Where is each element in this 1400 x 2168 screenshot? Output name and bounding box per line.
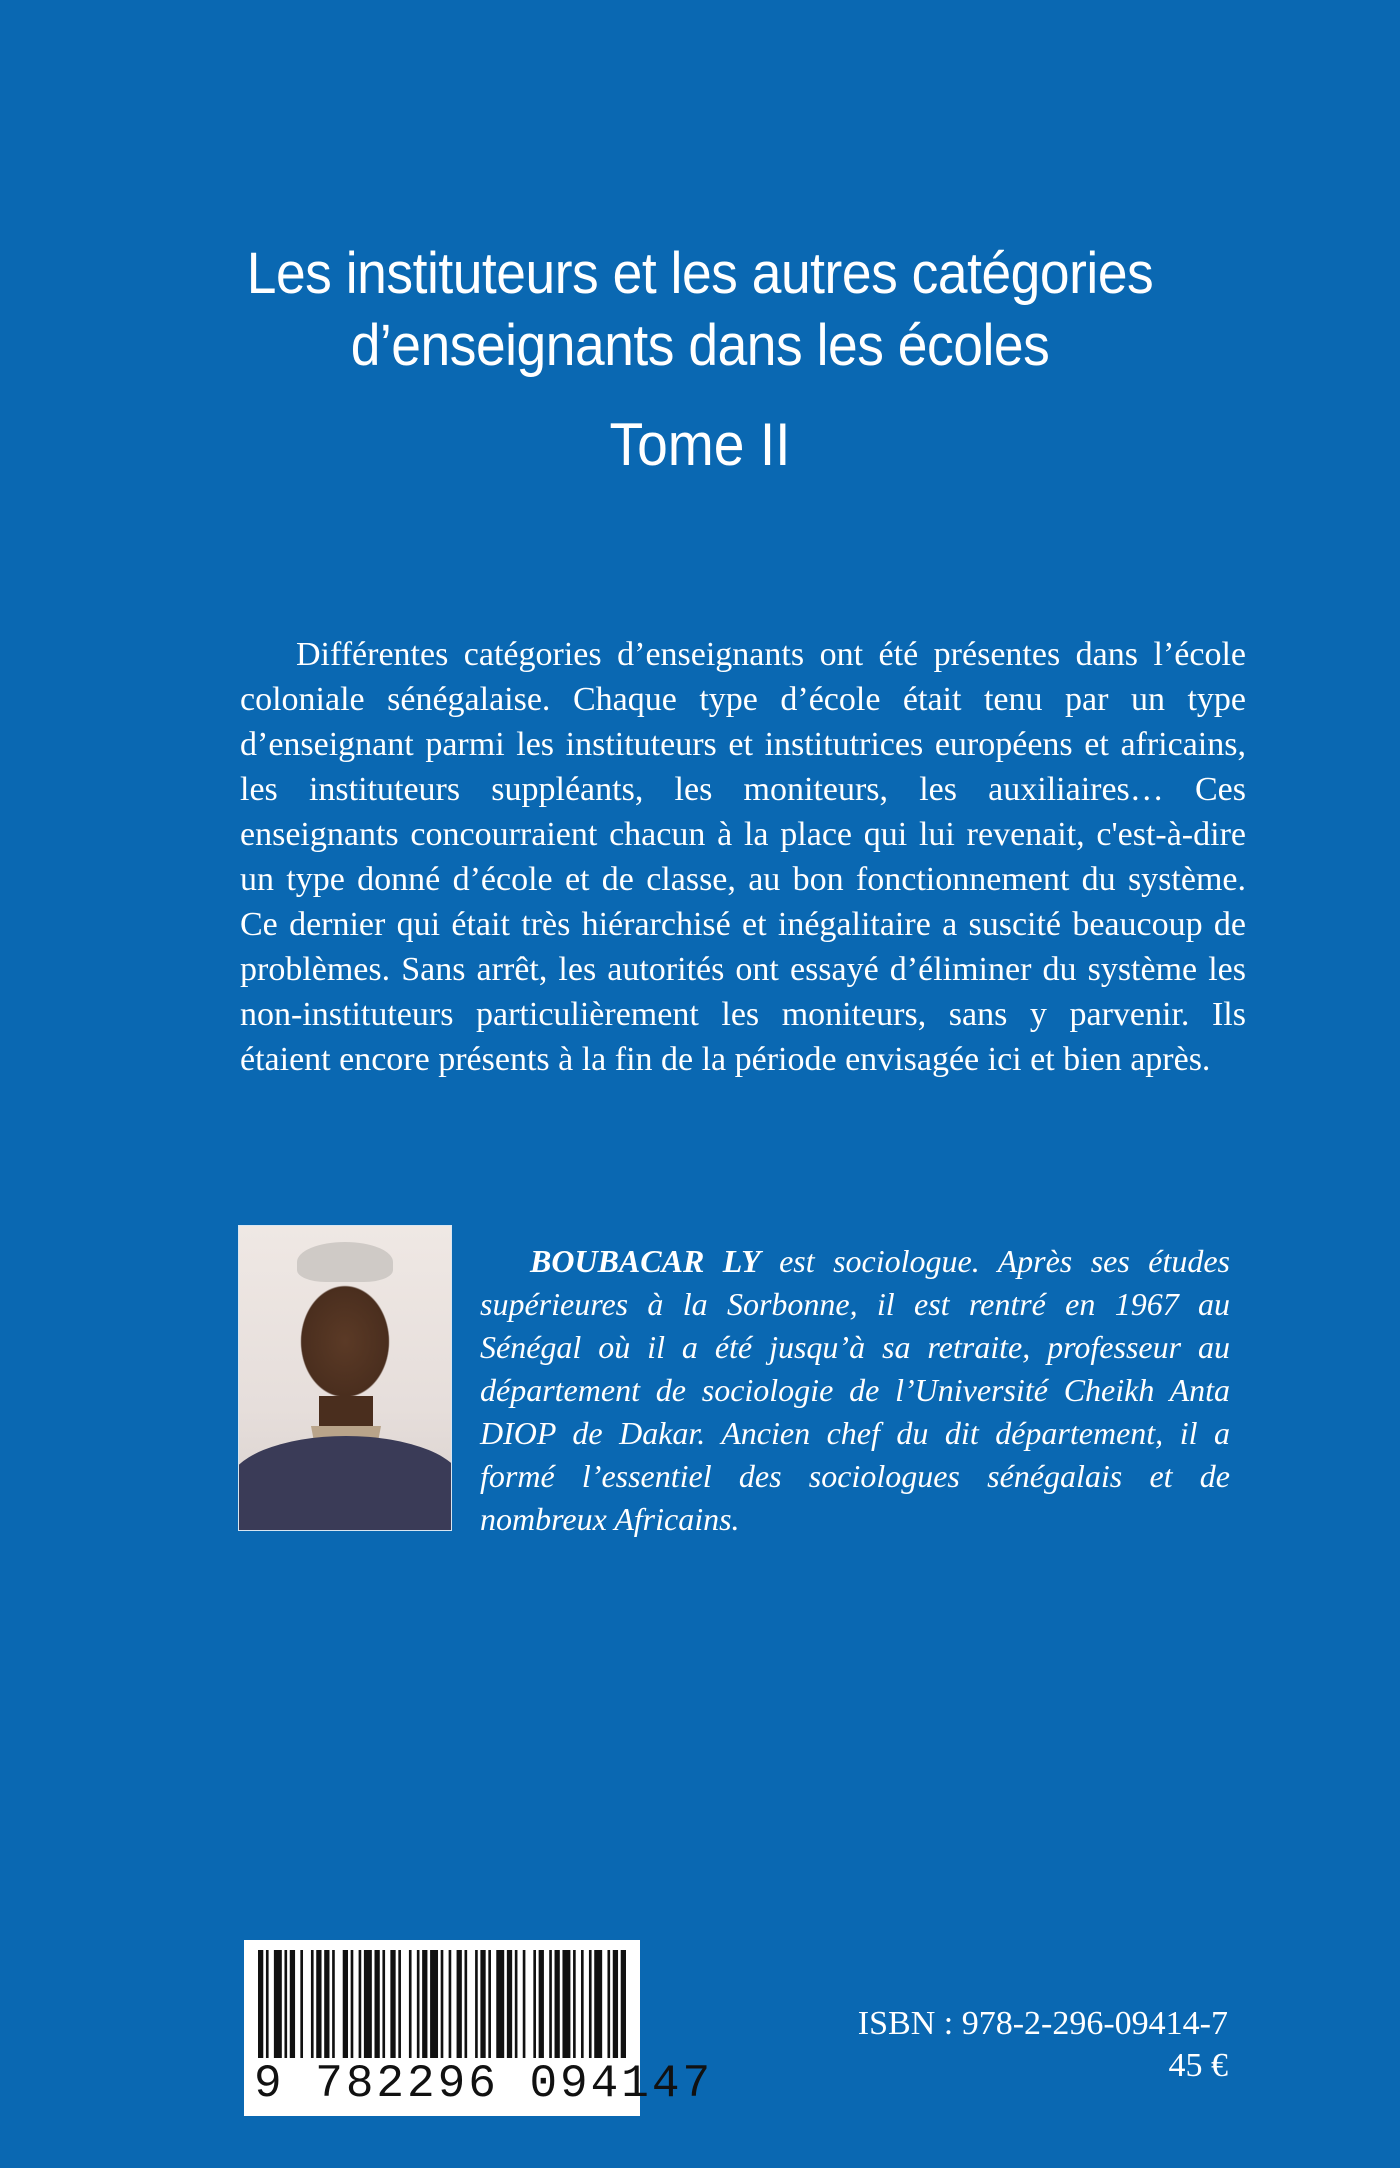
barcode-bar: [398, 1950, 401, 2058]
barcode-bar: [364, 1950, 372, 2058]
barcode-bar: [539, 1950, 544, 2058]
barcode-bar: [409, 1950, 412, 2058]
barcode-bar: [324, 1950, 329, 2058]
barcode-bar: [465, 1950, 468, 2058]
book-title-block: [0, 238, 1400, 480]
barcode-bar: [300, 1950, 303, 2058]
barcode-bar: [449, 1950, 452, 2058]
barcode-bar: [594, 1950, 602, 2058]
price: 45 €: [1168, 2047, 1228, 2084]
barcode-bar: [258, 1950, 263, 2058]
barcode-bar: [607, 1950, 610, 2058]
barcode-bar: [573, 1950, 576, 2058]
barcode-bar: [621, 1950, 626, 2058]
barcode-bar: [613, 1950, 618, 2058]
barcode-bar: [496, 1950, 504, 2058]
barcode-bar: [343, 1950, 348, 2058]
barcode-bar: [417, 1950, 420, 2058]
barcode-bar: [515, 1950, 518, 2058]
barcode-bar: [581, 1950, 584, 2058]
author-photo: [238, 1225, 452, 1531]
barcode-bar: [332, 1950, 335, 2058]
barcode-bar: [457, 1950, 462, 2058]
barcode-bar: [507, 1950, 512, 2058]
barcode-bar: [555, 1950, 560, 2058]
barcode-bar: [488, 1950, 491, 2058]
barcode-bar: [441, 1950, 444, 2058]
isbn-number: ISBN : 978-2-296-09414-7: [857, 2005, 1228, 2042]
barcode: [244, 1940, 714, 2116]
barcode-bar: [422, 1950, 427, 2058]
barcode-bar: [430, 1950, 438, 2058]
barcode-bar: [290, 1950, 295, 2058]
barcode-bar: [382, 1950, 385, 2058]
barcode-bar: [284, 1950, 287, 2058]
author-bio-text: est sociologue. Après ses études supérieures à la Sorbonne, il est rentré en 1967 au Sénégal où il a été jusqu’à sa retraite, professeur au département de sociologie de l’Université Cheikh Anta DIOP de Dakar. Ancien chef du dit département, il a formé l’essentiel des sociologues sénégalais et de nombreux Africains.: [480, 1243, 1231, 1537]
barcode-bar: [359, 1950, 362, 2058]
barcode-bar: [549, 1950, 552, 2058]
barcode-bar: [374, 1950, 379, 2058]
book-title-line-2: d’enseignants dans les écoles: [350, 313, 1050, 378]
barcode-bar: [562, 1950, 570, 2058]
author-photo-jacket: [238, 1436, 452, 1531]
author-bio: [480, 1240, 1230, 1541]
author-photo-hair: [297, 1242, 393, 1282]
author-name: BOUBACAR LY: [530, 1243, 761, 1279]
barcode-bar: [351, 1950, 354, 2058]
barcode-digits: 9 782296 094147: [254, 2058, 714, 2110]
barcode-bar: [316, 1950, 321, 2058]
barcode-bars: [258, 1950, 626, 2058]
barcode-bar: [266, 1950, 269, 2058]
barcode-bar: [480, 1950, 485, 2058]
book-summary: Différentes catégories d’enseignants ont été présentes dans l’école coloniale sénégalaise. Chaque type d’école était tenu par un type d’enseignant parmi les instituteurs et institutrices européens et africains, les instituteurs suppléants, les moniteurs, les auxiliaires… Ces enseignants concourraient chacun à la place qui lui revenait, c'est-à-dire un type donné d’école et de classe, au bon fonctionnement du système. Ce dernier qui était très hiérarchisé et inégalitaire a suscité beaucoup de problèmes. Sans arrêt, les autorités ont essayé d’éliminer du système les non-instituteurs particulièrement les moniteurs, sans y parvenir. Ils étaient encore présents à la fin de la période envisagée ici et bien après.: [240, 636, 1246, 1078]
barcode-bar: [589, 1950, 592, 2058]
book-title-line-1: Les instituteurs et les autres catégories: [246, 241, 1154, 306]
barcode-bar: [274, 1950, 282, 2058]
barcode-bar: [523, 1950, 526, 2058]
barcode-bar: [311, 1950, 314, 2058]
volume-label: Tome II: [609, 411, 791, 478]
barcode-bar: [533, 1950, 536, 2058]
barcode-bar: [475, 1950, 478, 2058]
barcode-bar: [390, 1950, 395, 2058]
